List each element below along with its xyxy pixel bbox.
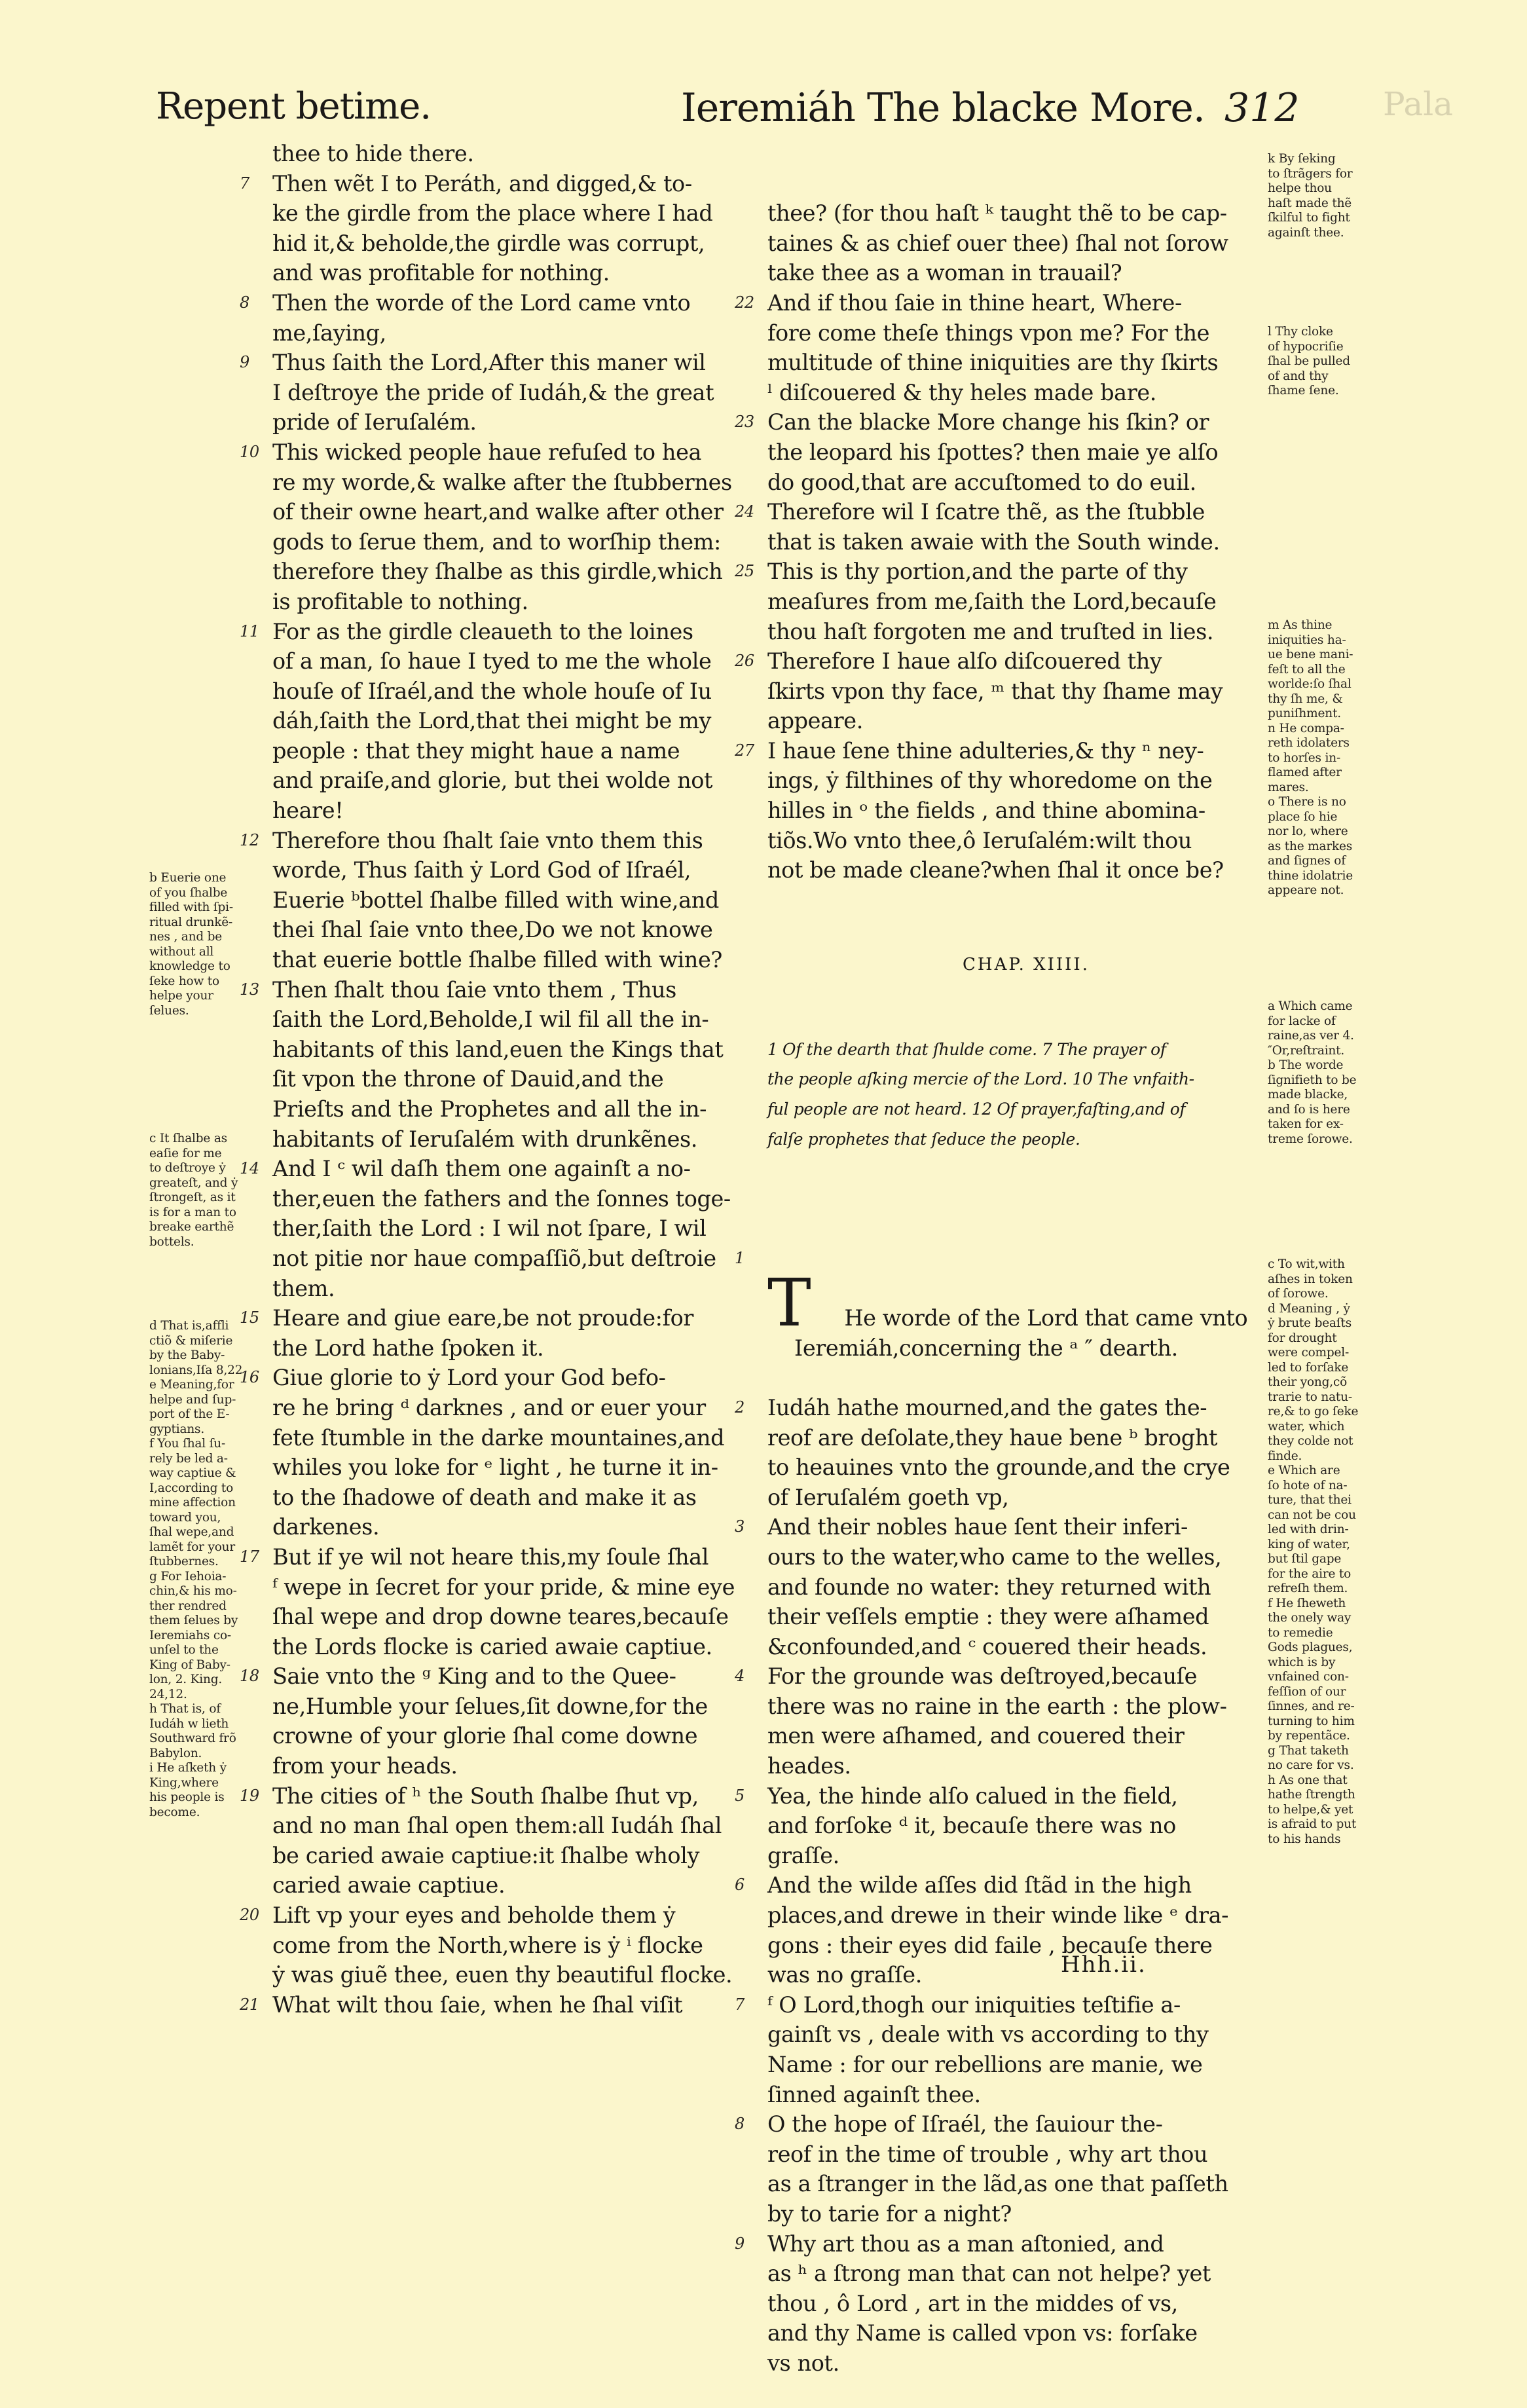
line-text: and was profitable for nothing. — [272, 260, 610, 286]
text-line — [767, 1542, 1285, 1572]
text-line — [767, 258, 1285, 288]
line-text: houſe of Iſraél,and the whole houſe of Iu — [272, 678, 712, 704]
line-text: places,and drewe in their winde like ᵉ dra- — [767, 1902, 1229, 1929]
line-text: and praiſe,and glorie, but thei wolde not — [272, 768, 713, 794]
verse-number: 1 — [735, 1248, 745, 1267]
text-line — [272, 468, 773, 498]
text-line — [240, 1542, 773, 1572]
text-line — [767, 468, 1285, 498]
line-text: and thy Name is called vpon vs: forſake — [767, 2320, 1198, 2346]
text-line — [272, 527, 773, 557]
text-line — [767, 1453, 1285, 1483]
text-line — [240, 1781, 773, 1811]
text-line — [272, 1274, 773, 1304]
text-line — [767, 855, 1285, 885]
text-line — [735, 2229, 1285, 2259]
verse-number: 24 — [735, 502, 754, 521]
text-line — [272, 229, 773, 259]
line-text: Then the worde of the Lord came vnto — [272, 289, 691, 316]
text-line — [272, 1184, 773, 1214]
text-line — [767, 2348, 1285, 2379]
line-text: thou haſt forgoten me and truſted in lies. — [767, 618, 1214, 644]
line-text: crowne of your glorie ſhal come downe — [272, 1723, 698, 1749]
line-text: Prieſts and the Prophetes and all the in- — [272, 1096, 707, 1122]
line-text: ſit vpon the throne of Dauid,and the — [272, 1066, 664, 1092]
text-line — [767, 2139, 1285, 2170]
line-text: from your heads. — [272, 1753, 458, 1779]
text-line — [767, 2169, 1285, 2199]
text-line — [767, 617, 1285, 647]
text-line — [272, 1244, 773, 1274]
line-text: hilles in ᵒ the fields , and thine abomina- — [767, 798, 1205, 824]
text-line — [272, 497, 773, 527]
text-line — [767, 1692, 1285, 1722]
text-line — [767, 706, 1285, 736]
text-line — [767, 318, 1285, 348]
verse-number: 21 — [240, 1995, 259, 2014]
line-text: and no man ſhal open them:all Iudáh ſhal — [272, 1813, 722, 1839]
line-text: not be made cleane?when ſhal it once be? — [767, 857, 1224, 883]
line-text: come from the North,where is ẏ ⁱ flocke — [272, 1932, 703, 1958]
verse-number: 22 — [735, 293, 754, 312]
verse-number: 7 — [735, 1995, 745, 2014]
line-text: ther,euen the fathers and the ſonnes toge- — [272, 1185, 731, 1212]
verse-number: 8 — [240, 293, 249, 312]
line-text: Heare and giue eare,be not proude:for — [272, 1305, 693, 1331]
summary-line: the people aſking mercie of the Lord. 10 The vnfaith- — [767, 1069, 1194, 1089]
text-line — [767, 1931, 1285, 1961]
text-line — [272, 1811, 773, 1841]
margin-note: c It ſhalbe as eaſie for me to deſtroye ẏ greateſt, and ẏ ſtrongeſt, as it is for a man to breake earthẽ bottels. — [149, 1132, 238, 1249]
text-line — [767, 2259, 1285, 2289]
line-text: to the ſhadowe of death and make it as — [272, 1484, 697, 1510]
margin-note: d That is,affli ctiõ & miſerie by the Baby- lonians,Iſa 8,22 e Meaning,for helpe and ſup- port of the E- gyptians. f You ſhal ſu- rely be led a- way captiue & I,according to mine affection toward you, ſhal wepe,and lamẽt for your ſtubbernes. g For Iehoia- chin,& his mo- ther rendred them ſelues by Ieremiahs co- unſel to the King of Baby- lon, 2. King. 24,12. h That is, of Iudáh w lieth Southward frõ Babylon. i He aſketh ẏ King,where his people is become. — [149, 1319, 243, 1819]
line-text: ᶠ O Lord,thogh our iniquities teſtifie a- — [767, 1991, 1181, 2018]
text-line — [272, 1094, 773, 1124]
text-line — [767, 437, 1285, 468]
text-line — [272, 587, 773, 617]
verse-number: 16 — [240, 1368, 259, 1387]
verse-number: 9 — [240, 353, 249, 372]
line-text: ke the girdle from the place where I had — [272, 200, 713, 227]
text-line — [767, 2199, 1285, 2229]
margin-note: c To wit,with aſhes in token of ſorowe. d Meaning , ẏ ẏ brute beaſts for drought were compel- led to forſake their yong,cõ trarie to natu- re,& to go ſeke water, which they colde not finde. e Which are ſo hote of na- ture, that thei can not be cou led with drin- king of water, but ſtil gape for the aire to refreſh them. f He ſheweth the onely way to remedie Gods plagues, which is by vnfained con- feſſion of our ſinnes, and re- turning to him by repentãce. g That taketh no care for vs. h As one that hathe ſtrength to helpe,& yet is afraid to put to his hands — [1268, 1257, 1359, 1846]
line-text: re he bring ᵈ darknes , and or euer your — [272, 1394, 706, 1420]
text-line — [272, 1483, 773, 1513]
line-text: Therefore I haue alſo diſcouered thy — [767, 648, 1162, 675]
text-line — [272, 766, 773, 796]
line-text: gons : their eyes did faile , becauſe there — [767, 1932, 1213, 1958]
signature-mark: Hhh.ii. — [1061, 1952, 1147, 1978]
line-text: Then wẽt I to Peráth, and digged,& to- — [272, 170, 692, 196]
page-number: 312 — [1224, 85, 1300, 131]
text-line — [767, 229, 1285, 259]
text-line — [767, 2318, 1285, 2348]
line-text: heare! — [272, 798, 344, 824]
line-text: as ʰ a ſtrong man that can not helpe? yet — [767, 2261, 1211, 2287]
left-text-column — [240, 139, 773, 2020]
line-text: thee? (for thou haſt ᵏ taught thẽ to be cap- — [767, 200, 1227, 227]
line-text: them. — [272, 1275, 335, 1301]
verse-number: 17 — [240, 1547, 259, 1566]
line-text: fore come theſe things vpon me? For the — [767, 320, 1210, 346]
text-line — [272, 1512, 773, 1542]
line-text: worde, Thus ſaith ẏ Lord God of Iſraél, — [272, 857, 691, 883]
line-text: thei ſhal ſaie vnto thee,Do we not knowe — [272, 917, 713, 943]
text-line — [735, 646, 1285, 676]
text-line — [767, 378, 1285, 408]
line-text: fete ſtumble in the darke mountaines,and — [272, 1424, 725, 1451]
text-line — [735, 497, 1285, 527]
summary-line: 1 Of the dearth that ſhulde come. 7 The prayer of — [767, 1039, 1166, 1059]
text-line — [272, 676, 773, 707]
text-line — [735, 1990, 1285, 2020]
line-text: Yea, the hinde alſo calued in the field, — [767, 1783, 1178, 1809]
text-line — [767, 1721, 1285, 1751]
verse-number: 8 — [735, 2115, 745, 2134]
text-line — [272, 1005, 773, 1035]
line-text: and founde no water: they returned with — [767, 1574, 1211, 1600]
line-text: &confounded,and ᶜ couered their heads. — [767, 1633, 1207, 1659]
summary-line: ful people are not heard. 12 Of prayer,faſting,and of — [767, 1100, 1186, 1119]
second-line-text: Ieremiáh,concerning the ᵃ ″ dearth. — [794, 1335, 1178, 1361]
text-line — [240, 1303, 773, 1333]
line-text: re my worde,& walke after the ſtubbernes — [272, 469, 732, 495]
line-text: ne,Humble your ſelues,ſit downe,for the — [272, 1693, 708, 1719]
text-line — [272, 1333, 773, 1363]
line-text: What wilt thou ſaie, when he ſhal viſit — [272, 1991, 683, 2018]
margin-note: a Which came for lacke of raine,as ver 4. ″Or,reſtraint. b The worde ſignifieth to be made blacke, and ſo is here taken for ex- treme ſorowe. — [1268, 999, 1357, 1146]
verse-number: 3 — [735, 1517, 745, 1536]
line-text: the leopard his ſpottes? then maie ye alſo — [767, 439, 1219, 465]
line-text: not pitie nor haue compaſſiõ,but deſtroie — [272, 1245, 716, 1271]
text-line — [735, 407, 1285, 437]
text-line — [240, 617, 773, 647]
line-text: ſkirts vpon thy face, ᵐ that thy ſhame may — [767, 678, 1223, 704]
chapter-first-line — [735, 1213, 1285, 1341]
verse-number: 25 — [735, 562, 754, 581]
verse-number: 20 — [240, 1906, 259, 1925]
text-line — [272, 1035, 773, 1065]
line-text: This is thy portion,and the parte of thy — [767, 559, 1188, 585]
verse-number: 9 — [735, 2234, 745, 2253]
text-line — [272, 1841, 773, 1871]
text-line — [240, 348, 773, 378]
text-line — [272, 1572, 773, 1602]
line-text: men were aſhamed, and couered their — [767, 1723, 1185, 1749]
line-text: Lift vp your eyes and beholde them ẏ — [272, 1902, 676, 1929]
line-text: This wicked people haue refuſed to hea — [272, 439, 702, 465]
text-line — [272, 1870, 773, 1900]
line-text: ſhal wepe and drop downe teares,becauſe — [272, 1604, 729, 1630]
chapter-summary — [767, 1035, 1285, 1154]
line-text: habitants of Ieruſalém with drunkẽnes. — [272, 1126, 698, 1152]
text-line — [272, 318, 773, 348]
line-text: ᶠ wepe in ſecret for your pride, & mine eye — [272, 1574, 735, 1600]
line-text: gods to ſerue them, and to worſhip them: — [272, 528, 721, 555]
line-text: ẏ was giuẽ thee, euen thy beautiful flocke. — [272, 1962, 733, 1988]
line-text: heades. — [767, 1753, 851, 1779]
verse-number: 23 — [735, 413, 754, 432]
line-text: pride of Ieruſalém. — [272, 409, 477, 435]
text-line — [735, 288, 1285, 318]
line-text: graſſe. — [767, 1842, 839, 1868]
text-line — [272, 1064, 773, 1094]
line-text: ings, ẏ filthines of thy whoredome on the — [767, 768, 1213, 794]
text-line — [767, 2050, 1285, 2080]
text-line — [272, 945, 773, 975]
text-line — [767, 1751, 1285, 1781]
text-line — [767, 2080, 1285, 2110]
line-text: ours to the water,who came to the welles, — [767, 1544, 1222, 1570]
line-text: that is taken awaie with the South winde. — [767, 528, 1220, 555]
line-text: For as the girdle cleaueth to the loines — [272, 618, 693, 644]
line-text: be caried awaie captiue:it ſhalbe wholy — [272, 1842, 700, 1868]
verse-number: 5 — [735, 1786, 745, 1805]
line-text: as a ſtranger in the lãd,as one that paſſeth — [767, 2171, 1228, 2197]
line-text: thee to hide there. — [272, 141, 474, 166]
text-line — [767, 2020, 1285, 2050]
line-text: of a man, ſo haue I tyed to me the whole — [272, 648, 712, 675]
text-line — [272, 1124, 773, 1155]
line-text: take thee as a woman in trauail? — [767, 260, 1122, 286]
text-line — [240, 826, 773, 856]
line-text: caried awaie captiue. — [272, 1872, 506, 1899]
line-text: the Lord hathe ſpoken it. — [272, 1335, 544, 1361]
line-text: the Lords flocke is caried awaie captiue. — [272, 1633, 712, 1659]
text-line — [767, 796, 1285, 826]
verse-number: 11 — [240, 621, 259, 640]
verse-number: 10 — [240, 442, 259, 461]
text-line — [240, 975, 773, 1005]
line-text: Giue glorie to ẏ Lord your God befo- — [272, 1365, 666, 1391]
text-line — [767, 766, 1285, 796]
verse-number: 15 — [240, 1308, 259, 1327]
text-line — [272, 706, 773, 736]
text-line — [272, 1960, 773, 1990]
text-line — [767, 1423, 1285, 1453]
margin-note: k By ſeking to ſtrãgers for helpe thou haſt made thẽ ſkilful to fight againſt thee. — [1268, 152, 1353, 240]
line-text: their veſſels emptie : they were aſhamed — [767, 1604, 1209, 1630]
line-text: there was no raine in the earth : the plow- — [767, 1693, 1227, 1719]
text-line — [272, 1632, 773, 1662]
line-text: Can the blacke More change his ſkin? or — [767, 409, 1209, 435]
line-text: and forſoke ᵈ it, becauſe there was no — [767, 1813, 1176, 1839]
text-line — [767, 1960, 1285, 1990]
text-line — [272, 646, 773, 676]
verse-number: 19 — [240, 1786, 259, 1805]
text-line — [767, 1841, 1285, 1871]
text-line — [767, 1602, 1285, 1632]
line-text: darkenes. — [272, 1514, 380, 1540]
line-text: dáh,ſaith the Lord,that thei might be my — [272, 708, 712, 734]
line-text: Why art thou as a man aſtonied, and — [767, 2231, 1164, 2257]
text-line — [240, 437, 773, 468]
text-line — [735, 1781, 1285, 1811]
verse-number: 13 — [240, 980, 259, 999]
line-text: Therefore wil I ſcatre thẽ, as the ſtubble — [767, 499, 1205, 525]
line-text: of their owne heart,and walke after other — [272, 499, 724, 525]
text-line — [272, 1721, 773, 1751]
chapter-title: CHAP. XIIII. — [963, 955, 1090, 975]
line-text: Iudáh hathe mourned,and the gates the- — [767, 1394, 1207, 1420]
line-text: And the wilde aſſes did ſtãd in the high — [767, 1872, 1192, 1899]
running-title-left: Repent betime. — [156, 85, 432, 128]
line-text: meaſures from me,ſaith the Lord,becauſe — [767, 588, 1217, 614]
line-text: Then ſhalt thou ſaie vnto them , Thus — [272, 976, 676, 1003]
line-text: of Ieruſalém goeth vp, — [767, 1484, 1009, 1510]
line-text: habitants of this land,euen the Kings that — [272, 1036, 724, 1062]
line-text: tiõs.Wo vnto thee,ô Ieruſalém:wilt thou — [767, 827, 1192, 853]
text-line — [767, 1811, 1285, 1841]
line-text: And if thou ſaie in thine heart, Where- — [767, 289, 1182, 316]
line-text: Saie vnto the ᵍ King and to the Quee- — [272, 1663, 676, 1690]
text-line — [272, 1213, 773, 1244]
text-line — [272, 796, 773, 826]
line-text: whiles you loke for ᵉ light , he turne it in- — [272, 1454, 718, 1481]
text-line — [735, 1661, 1285, 1692]
text-line — [272, 407, 773, 437]
text-line — [240, 1363, 773, 1393]
verse-number: 2 — [735, 1398, 745, 1417]
line-text: appeare. — [767, 708, 863, 734]
running-title-center: Ieremiáh The blacke More. — [681, 85, 1205, 131]
right-column-verses-after — [735, 1393, 1285, 2379]
text-line — [272, 1453, 773, 1483]
line-text: O the hope of Iſraél, the ſauiour the- — [767, 2111, 1163, 2138]
text-line — [272, 1602, 773, 1632]
line-text: gainſt vs , deale with vs according to thy — [767, 2022, 1209, 2048]
line-text: And I ᶜ wil daſh them one againſt a no- — [272, 1156, 691, 1182]
margin-note: m As thine iniquities ha- ue bene mani- feſt to all the worlde:ſo ſhal thy ſh me, & puniſhment. n He compa- reth idolaters to horſes in- flamed after mares. o There is no place ſo hie nor lo, where as the markes and ſignes of thine idolatrie appeare not. — [1268, 618, 1353, 897]
summary-line: falſe prophetes that ſeduce the people. — [767, 1129, 1080, 1149]
line-text: therefore they ſhalbe as this girdle,which — [272, 559, 723, 585]
text-line — [767, 676, 1285, 707]
text-line — [272, 1692, 773, 1722]
line-text: thou , ô Lord , art in the middes of vs, — [767, 2290, 1178, 2316]
verse-number: 14 — [240, 1159, 259, 1178]
text-line — [272, 139, 773, 169]
text-line — [240, 1154, 773, 1184]
line-text: The cities of ʰ the South ſhalbe ſhut vp, — [272, 1783, 699, 1809]
text-line — [272, 258, 773, 288]
line-text: vs not. — [767, 2350, 839, 2376]
verse-number: 7 — [240, 174, 249, 193]
line-text: For the grounde was deſtroyed,becauſe — [767, 1663, 1198, 1690]
text-line — [240, 1661, 773, 1692]
text-line — [272, 885, 773, 916]
line-text: hid it,& beholde,the girdle was corrupt, — [272, 230, 705, 256]
text-line — [767, 348, 1285, 378]
text-line — [767, 826, 1285, 856]
line-text: Euerie ᵇbottel ſhalbe filled with wine,and — [272, 887, 719, 913]
line-text: reof in the time of trouble , why art thou — [767, 2141, 1208, 2167]
line-text: ˡ diſcouered & thy heles made bare. — [767, 379, 1157, 405]
text-line — [272, 198, 773, 229]
verse-number: 27 — [735, 741, 754, 760]
text-line — [767, 1632, 1285, 1662]
text-line — [767, 2289, 1285, 2319]
line-text: Thus ſaith the Lord,After this maner wil — [272, 350, 706, 376]
line-text: by to tarie for a night? — [767, 2200, 1012, 2227]
text-line — [735, 1512, 1285, 1542]
line-text: reof are deſolate,they haue bene ᵇ broght — [767, 1424, 1218, 1451]
verse-number: 18 — [240, 1667, 259, 1686]
text-line — [240, 169, 773, 199]
line-text: ſaith the Lord,Beholde,I wil fil all the in- — [272, 1007, 709, 1033]
text-line — [272, 378, 773, 408]
text-line — [272, 736, 773, 766]
line-text: me,ſaying, — [272, 320, 386, 346]
text-line — [272, 1423, 773, 1453]
text-line — [272, 1393, 773, 1423]
line-text: to heauines vnto the grounde,and the crye — [767, 1454, 1230, 1481]
line-text: I deſtroye the pride of Iudáh,& the great — [272, 379, 714, 405]
first-line-text: He worde of the Lord that came vnto — [844, 1305, 1248, 1331]
text-line — [735, 736, 1285, 766]
text-line — [272, 557, 773, 587]
text-line — [735, 2109, 1285, 2139]
margin-note: b Euerie one of you ſhalbe filled with ſpi- ritual drunkẽ- nes , and be without all knowledge to ſeke how to helpe your ſelues. — [149, 871, 233, 1018]
text-line — [240, 1990, 773, 2020]
verse-number: 4 — [735, 1667, 745, 1686]
line-text: is profitable to nothing. — [272, 588, 528, 614]
line-text: Name : for our rebellions are manie, we — [767, 2052, 1203, 2077]
line-text: ther,ſaith the Lord : I wil not ſpare, I wil — [272, 1215, 707, 1242]
line-text: I haue ſene thine adulteries,& thy ⁿ ney- — [767, 737, 1204, 764]
right-column-verses-before — [735, 198, 1285, 885]
right-text-column — [735, 139, 1285, 2408]
line-text: was no graſſe. — [767, 1962, 922, 1988]
line-text: Therefore thou ſhalt ſaie vnto them this — [272, 827, 703, 853]
text-line — [272, 855, 773, 885]
line-text: But if ye wil not heare this,my ſoule ſhal — [272, 1544, 709, 1570]
verse-number: 12 — [240, 830, 259, 849]
text-line — [240, 288, 773, 318]
text-line — [767, 1900, 1285, 1931]
line-text: multitude of thine iniquities are thy ſkirts — [767, 350, 1219, 376]
text-line — [272, 1931, 773, 1961]
line-text: taines & as chief ouer thee) ſhal not ſorow — [767, 230, 1228, 256]
line-text: do good,that are accuſtomed to do euil. — [767, 469, 1196, 495]
text-line — [767, 587, 1285, 617]
text-line — [767, 1483, 1285, 1513]
bleed-through-text: Pala — [1383, 85, 1454, 123]
text-line — [735, 1393, 1285, 1423]
line-text: ſinned againſt thee. — [767, 2081, 981, 2107]
margin-note: l Thy cloke of hypocriſie ſhal be pulled of and thy ſhame ſene. — [1268, 325, 1350, 398]
line-text: people : that they might haue a name — [272, 737, 680, 764]
text-line — [272, 915, 773, 945]
verse-number: 26 — [735, 652, 754, 671]
text-line — [767, 198, 1285, 229]
text-line — [767, 1572, 1285, 1602]
text-line — [735, 557, 1285, 587]
text-line — [240, 1900, 773, 1931]
line-text: And their nobles haue ſent their inferi- — [767, 1514, 1188, 1540]
text-line — [272, 1751, 773, 1781]
drop-cap: T — [767, 1264, 811, 1341]
line-text: that euerie bottle ſhalbe filled with wine? — [272, 947, 722, 973]
text-line — [735, 1870, 1285, 1900]
text-line — [767, 527, 1285, 557]
verse-number: 6 — [735, 1876, 745, 1895]
